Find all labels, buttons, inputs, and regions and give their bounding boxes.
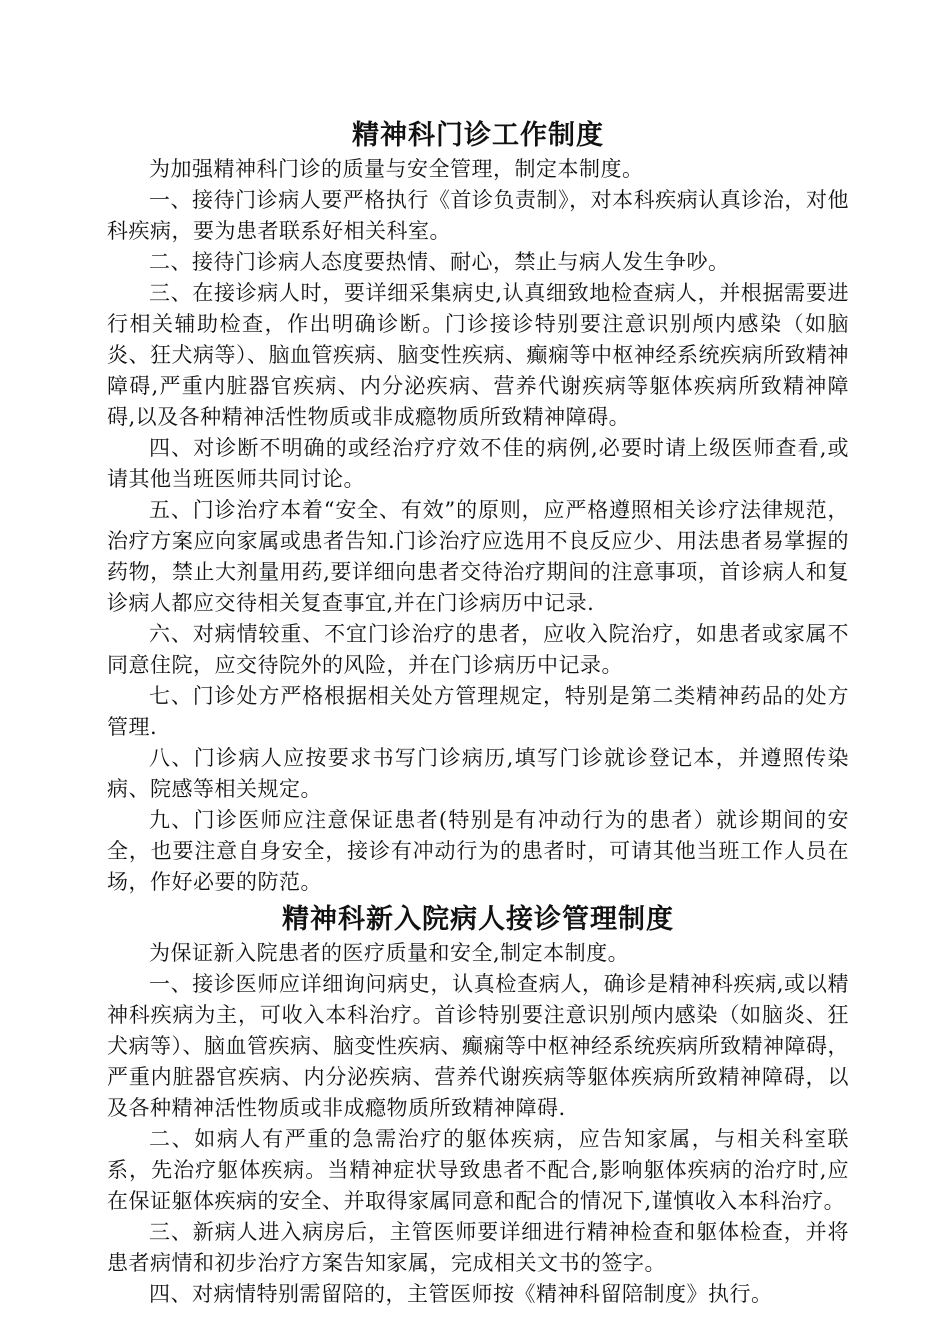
paragraph: 一、接诊医师应详细询问病史，认真检查病人，确诊是精神科疾病,或以精神科疾病为主，可收入本科治疗。首诊特别要注意识别颅内感染（如脑炎、狂犬病等）、脑血管疾病、脑变性疾病、癫痫等中枢神经系统疾病所致精神障碍，严重内脏器官疾病、内分泌疾病、营养代谢疾病等躯体疾病所致精神障碍，以及各种精神活性物质或非成瘾物质所致精神障碍.	[107, 972, 849, 1120]
paragraph: 七、门诊处方严格根据相关处方管理规定，特别是第二类精神药品的处方管理.	[107, 684, 849, 739]
paragraph: 二、如病人有严重的急需治疗的躯体疾病，应告知家属，与相关科室联系，先治疗躯体疾病。当精神症状导致患者不配合,影响躯体疾病的治疗时,应在保证躯体疾病的安全、并取得家属同意和配合的情况下,谨慎收入本科治疗。	[107, 1127, 849, 1213]
paragraph: 三、在接诊病人时，要详细采集病史,认真细致地检查病人，并根据需要进行相关辅助检查，作出明确诊断。门诊接诊特别要注意识别颅内感染（如脑炎、狂犬病等）、脑血管疾病、脑变性疾病、癫痫等中枢神经系统疾病所致精神障碍,严重内脏器官疾病、内分泌疾病、营养代谢疾病等躯体疾病所致精神障碍,以及各种精神活性物质或非成瘾物质所致精神障碍。	[107, 281, 849, 429]
section-body-outpatient	[107, 154, 849, 898]
paragraph: 六、对病情较重、不宜门诊治疗的患者，应收入院治疗，如患者或家属不同意住院，应交待院外的风险，并在门诊病历中记录。	[107, 622, 849, 677]
section-title-admission: 精神科新入院病人接诊管理制度	[282, 904, 674, 935]
section-body-admission	[107, 938, 849, 1310]
paragraph: 为保证新入院患者的医疗质量和安全,制定本制度。	[149, 941, 630, 965]
paragraph: 二、接待门诊病人态度要热情、耐心，禁止与病人发生争吵。	[149, 250, 730, 274]
paragraph: 三、新病人进入病房后，主管医师要详细进行精神检查和躯体检查，并将患者病情和初步治疗方案告知家属，完成相关文书的签字。	[107, 1220, 849, 1275]
paragraph: 一、接待门诊病人要严格执行《首诊负责制》，对本科疾病认真诊治，对他科疾病，要为患者联系好相关科室。	[107, 188, 849, 243]
paragraph: 八、门诊病人应按要求书写门诊病历,填写门诊就诊登记本，并遵照传染病、院感等相关规定。	[107, 746, 849, 801]
paragraph: 四、对病情特别需留陪的，主管医师按《精神科留陪制度》执行。	[149, 1282, 773, 1306]
paragraph: 为加强精神科门诊的质量与安全管理，制定本制度。	[149, 157, 644, 181]
paragraph: 五、门诊治疗本着“安全、有效”的原则，应严格遵照相关诊疗法律规范，治疗方案应向家属或患者告知.门诊治疗应选用不良反应少、用法患者易掌握的药物，禁止大剂量用药,要详细向患者交待治疗期间的注意事项，首诊病人和复诊病人都应交待相关复查事宜,并在门诊病历中记录.	[107, 498, 849, 615]
section-title-outpatient: 精神科门诊工作制度	[352, 120, 604, 151]
document-page	[107, 110, 849, 1310]
paragraph: 九、门诊医师应注意保证患者(特别是有冲动行为的患者）就诊期间的安全，也要注意自身安全，接诊有冲动行为的患者时，可请其他当班工作人员在场，作好必要的防范。	[107, 808, 849, 894]
paragraph: 四、对诊断不明确的或经治疗疗效不佳的病例,必要时请上级医师查看,或请其他当班医师共同讨论。	[107, 436, 849, 491]
